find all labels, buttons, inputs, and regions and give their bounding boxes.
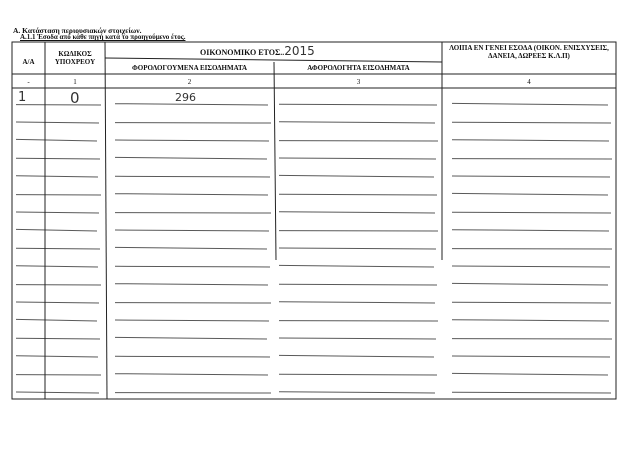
header-aa: Α/Α xyxy=(22,58,35,66)
colnum-aa: - xyxy=(27,78,30,86)
ruling-line xyxy=(279,265,434,267)
row-1-code: 0 xyxy=(70,89,80,107)
ruling-line xyxy=(115,320,269,321)
ruling-line xyxy=(279,212,435,213)
ruling-line xyxy=(16,212,99,213)
ruling-line xyxy=(279,248,436,249)
header-fiscal-year: ΟΙΚΟΝΟΜΙΚΟ ΕΤΟΣ..2015 xyxy=(200,44,315,58)
ruling-line xyxy=(115,176,270,177)
ruling-line xyxy=(279,284,437,285)
ruling-line xyxy=(115,247,267,249)
fiscal-year-value: 2015 xyxy=(284,44,315,58)
ruling-line xyxy=(452,122,611,123)
header-other-income: ΛΟΙΠΑ ΕΝ ΓΕΝΕΙ ΕΣΟΔΑ (ΟΙΚΟΝ. ΕΝΙΣΧΥΣΕΙΣ, ΔΑΝΕΙΑ, ΔΩΡΕΕΣ Κ.Λ.Π) xyxy=(449,44,609,60)
ruling-line xyxy=(452,356,610,357)
ruling-line xyxy=(279,355,434,357)
ruling-line xyxy=(279,158,436,159)
ruling-line xyxy=(452,103,608,105)
ruling-line xyxy=(16,176,98,177)
ruling-line xyxy=(115,337,267,339)
ruling-line xyxy=(452,266,610,267)
row-1-aa: 1 xyxy=(18,90,27,105)
ruling-line xyxy=(452,373,608,375)
ruling-line xyxy=(452,140,609,141)
ruling-line xyxy=(115,140,269,141)
ruling-line xyxy=(115,194,268,195)
ruling-line xyxy=(452,212,611,213)
ruling-line xyxy=(279,392,435,393)
ruling-line xyxy=(279,374,437,375)
colnum-1: 1 xyxy=(73,78,77,86)
ruling-line xyxy=(115,356,270,357)
colnum-4: 4 xyxy=(527,78,531,86)
ruling-line xyxy=(115,374,268,375)
ruling-line xyxy=(452,193,608,195)
ruling-line xyxy=(16,356,98,357)
ruling-line xyxy=(16,266,98,267)
section-subtitle: Α.1.1 Έσοδα από κάθε πηγή κατά το προηγούμενο έτος. xyxy=(20,33,186,41)
ruling-line xyxy=(16,248,100,249)
ruling-line xyxy=(279,175,434,177)
ruling-line xyxy=(115,266,270,267)
ruling-line xyxy=(115,157,267,159)
colnum-2: 2 xyxy=(187,78,192,86)
colnum-3: 3 xyxy=(356,78,361,86)
fiscal-year-label: ΟΙΚΟΝΟΜΙΚΟ ΕΤΟΣ xyxy=(200,48,281,57)
header-taxable: ΦΟΡΟΛΟΓΟΥΜΕΝΑ ΕΙΣΟΔΗΜΑΤΑ xyxy=(131,64,248,72)
ruling-line xyxy=(16,392,99,393)
ruling-line xyxy=(452,230,609,231)
ruling-line xyxy=(452,176,610,177)
ruling-line xyxy=(452,283,608,285)
ruling-line xyxy=(16,319,97,321)
ruling-line xyxy=(279,302,435,303)
ruling-line xyxy=(115,284,268,285)
ruling-line xyxy=(279,338,436,339)
ruling-line xyxy=(16,338,100,339)
row-1-taxable: 296 xyxy=(175,91,196,104)
ruling-line xyxy=(115,230,269,231)
ruling-line xyxy=(452,392,611,393)
ruling-line xyxy=(16,158,100,159)
ruling-line xyxy=(279,194,437,195)
ruling-line xyxy=(452,320,609,321)
ruling-line xyxy=(279,122,435,123)
ruling-line xyxy=(452,302,611,303)
ruling-line xyxy=(16,122,99,123)
ruling-line xyxy=(16,302,99,303)
ruling-line xyxy=(279,104,437,105)
header-code: ΚΩΔΙΚΟΣ ΥΠΟΧΡΕΟΥ xyxy=(54,50,96,66)
ruling-line xyxy=(16,229,97,231)
ruling-line xyxy=(16,139,97,141)
header-non-taxable: ΑΦΟΡΟΛΟΓΗΤΑ ΕΙΣΟΔΗΜΑΤΑ xyxy=(307,64,410,72)
section-title: Α. Κατάσταση περιουσιακών στοιχείων. xyxy=(13,26,142,35)
